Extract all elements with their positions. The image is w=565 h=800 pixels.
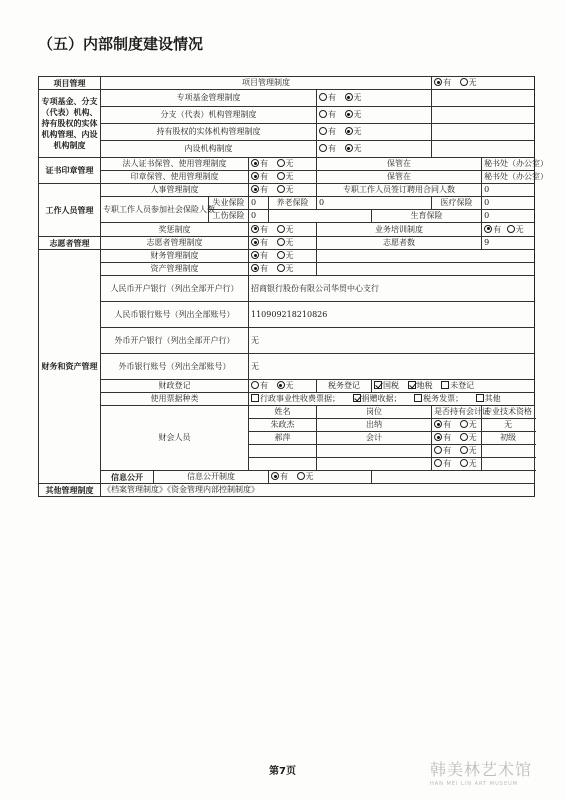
acc-name: 朱政杰 xyxy=(249,419,317,432)
item-info-system: 信息公开制度 xyxy=(154,471,269,484)
radio-yes[interactable]: 有 xyxy=(319,144,336,154)
ins-unemployment-label: 失业保险 xyxy=(209,197,249,210)
radio-no-icon xyxy=(277,251,285,259)
radio-no[interactable]: 无 xyxy=(460,420,477,430)
radio-yes[interactable]: 有 xyxy=(251,251,268,261)
radio-no[interactable]: 无 xyxy=(345,144,362,154)
item-hr-system: 人事管理制度 xyxy=(101,184,249,197)
radio-no-icon xyxy=(277,172,285,180)
item-volunteer-system: 志愿者管理制度 xyxy=(101,237,249,250)
radio-yes[interactable]: 有 xyxy=(251,264,268,274)
radio-yes[interactable]: 有 xyxy=(251,159,268,169)
acc-name xyxy=(249,458,317,471)
radio-yes-icon xyxy=(271,472,279,480)
internal-system-table xyxy=(38,76,549,497)
keeper-value: 秘书处（办公室） xyxy=(482,171,535,184)
item-project-system: 项目管理制度 xyxy=(101,77,432,90)
radio-yes-icon xyxy=(319,127,327,135)
item-branch-system: 分支（代表）机构管理制度 xyxy=(101,107,317,124)
radio-no-icon xyxy=(277,381,285,389)
radio-no[interactable]: 无 xyxy=(277,225,294,235)
radio-group-fund xyxy=(317,90,432,107)
radio-group-info xyxy=(269,471,372,484)
checkbox-empty-icon xyxy=(251,394,259,402)
rmb-bank-label: 人民币开户银行（列出全部开户行） xyxy=(101,276,249,302)
cat-special: 专项基金、分支（代表）机构、持有股权的实体机构管理、内设机构制度 xyxy=(39,90,101,158)
fx-bank-value: 无 xyxy=(249,328,535,354)
tax-registration-label: 税务登记 xyxy=(317,380,372,393)
radio-no-icon xyxy=(345,127,353,135)
radio-no-icon xyxy=(460,420,468,428)
radio-no[interactable]: 无 xyxy=(507,225,524,235)
radio-yes-icon xyxy=(251,238,259,246)
item-accountants: 财会人员 xyxy=(101,406,249,471)
rmb-bank-value: 招商银行股份有限公司华贸中心支行 xyxy=(249,276,535,302)
radio-group-fiscal xyxy=(249,380,317,393)
radio-yes[interactable]: 有 xyxy=(434,420,451,430)
radio-yes-icon xyxy=(484,225,492,233)
radio-yes-icon xyxy=(251,381,259,389)
volunteer-count-value: 9 xyxy=(482,237,535,250)
ins-maternity-value: 0 xyxy=(482,210,535,223)
acc-cert xyxy=(432,432,482,445)
fx-bank-label: 外币开户银行（列出全部开户行） xyxy=(101,328,249,354)
tax-options xyxy=(372,380,535,393)
radio-yes-icon xyxy=(251,159,259,167)
cat-project: 项目管理 xyxy=(39,77,101,90)
checkbox-checked-icon xyxy=(408,381,416,389)
radio-yes-icon xyxy=(251,185,259,193)
acc-header-post: 岗位 xyxy=(317,406,432,419)
radio-yes[interactable]: 有 xyxy=(319,110,336,120)
ins-injury-label: 工伤保险 xyxy=(209,210,249,223)
radio-group-internal xyxy=(317,141,432,158)
rmb-account-label: 人民币银行账号（列出全部账号） xyxy=(101,302,249,328)
radio-no-icon xyxy=(345,93,353,101)
ins-pension-label: 养老保险 xyxy=(269,197,317,210)
radio-no[interactable]: 无 xyxy=(277,251,294,261)
checkbox-national-tax[interactable]: 国税 xyxy=(374,381,399,391)
radio-group-asset xyxy=(249,263,317,276)
checkbox-empty-icon xyxy=(441,381,449,389)
checkbox-tax-invoice[interactable]: 税务发票； xyxy=(414,394,463,404)
radio-no-icon xyxy=(460,459,468,467)
checkbox-checked-icon xyxy=(353,394,361,402)
radio-yes-icon xyxy=(434,433,442,441)
radio-yes[interactable]: 有 xyxy=(271,472,288,482)
cat-seal: 证书印章管理 xyxy=(39,158,101,184)
insurance-label: 专职工作人员参加社会保险人数 xyxy=(101,197,209,223)
acc-header-qual: 专业技术资格 xyxy=(482,406,535,419)
cat-staff: 工作人员管理 xyxy=(39,184,101,237)
radio-no-icon xyxy=(460,78,468,86)
item-receipt-types: 使用票据种类 xyxy=(101,393,249,406)
contract-value: 0 xyxy=(482,184,535,197)
ins-medical-value: 0 xyxy=(482,197,535,210)
rmb-account-value: 110909218210826 xyxy=(249,302,535,328)
checkbox-admin-fee-receipt[interactable]: 行政事业性收费票据； xyxy=(251,394,340,404)
acc-name xyxy=(249,445,317,458)
radio-no[interactable]: 无 xyxy=(277,264,294,274)
keeper-label: 保管在 xyxy=(317,158,482,171)
radio-no-icon xyxy=(345,110,353,118)
radio-yes-icon xyxy=(434,78,442,86)
acc-header-cert: 是否持有会计证 xyxy=(432,406,482,419)
acc-qual xyxy=(482,458,535,471)
ins-unemployment-value: 0 xyxy=(249,197,269,210)
radio-no[interactable]: 无 xyxy=(345,93,362,103)
receipt-options xyxy=(249,393,535,406)
acc-name: 郝萍 xyxy=(249,432,317,445)
item-internal-system: 内设机构制度 xyxy=(101,141,317,158)
item-cert-system: 法人证书保管、使用管理制度 xyxy=(101,158,249,171)
radio-yes[interactable]: 有 xyxy=(434,459,451,469)
radio-yes[interactable]: 有 xyxy=(319,93,336,103)
page-number: 第7页 xyxy=(269,766,296,777)
volunteer-count-label: 志愿者数 xyxy=(317,237,482,250)
watermark xyxy=(430,757,555,787)
checkbox-checked-icon xyxy=(374,381,382,389)
checkbox-other-receipt[interactable]: 其他 xyxy=(476,394,501,404)
radio-group-cert xyxy=(249,158,317,171)
fx-account-label: 外币银行账号（列出全部账号） xyxy=(101,354,249,380)
radio-yes[interactable]: 有 xyxy=(434,446,451,456)
radio-yes[interactable]: 有 xyxy=(319,127,336,137)
radio-yes-icon xyxy=(434,446,442,454)
radio-yes-icon xyxy=(319,110,327,118)
item-equity-system: 持有股权的实体机构管理制度 xyxy=(101,124,317,141)
acc-cert xyxy=(432,445,482,458)
item-training-system: 业务培训制度 xyxy=(317,223,482,237)
radio-group-equity xyxy=(317,124,432,141)
section-title: （五）内部制度建设情况 xyxy=(38,35,204,53)
checkbox-unregistered[interactable]: 未登记 xyxy=(441,381,474,391)
radio-yes[interactable]: 有 xyxy=(484,225,501,235)
acc-post: 会计 xyxy=(317,432,432,445)
radio-no-icon xyxy=(277,238,285,246)
radio-group-volunteer xyxy=(249,237,317,250)
fx-account-value: 无 xyxy=(249,354,535,380)
radio-no[interactable]: 无 xyxy=(297,472,314,482)
radio-yes-icon xyxy=(319,93,327,101)
item-fiscal-registration: 财政登记 xyxy=(101,380,249,393)
item-seal-system: 印章保管、使用管理制度 xyxy=(101,171,249,184)
acc-qual: 初级 xyxy=(482,432,535,445)
acc-header-name: 姓名 xyxy=(249,406,317,419)
checkbox-empty-icon xyxy=(476,394,484,402)
radio-no-icon xyxy=(277,264,285,272)
radio-yes-icon xyxy=(251,264,259,272)
acc-post xyxy=(317,458,432,471)
keeper-value: 秘书处（办公室） xyxy=(482,158,535,171)
radio-no-icon xyxy=(277,159,285,167)
radio-no[interactable]: 无 xyxy=(345,127,362,137)
checkbox-local-tax[interactable]: 地税 xyxy=(408,381,433,391)
radio-yes[interactable]: 有 xyxy=(251,381,268,391)
radio-group-hr xyxy=(249,184,317,197)
acc-post: 出纳 xyxy=(317,419,432,432)
radio-yes[interactable]: 有 xyxy=(251,238,268,248)
radio-yes[interactable]: 有 xyxy=(251,225,268,235)
radio-yes-icon xyxy=(319,144,327,152)
radio-yes-icon xyxy=(251,172,259,180)
radio-no-icon xyxy=(277,225,285,233)
radio-no-icon xyxy=(507,225,515,233)
cat-info: 信息公开 xyxy=(101,471,154,484)
watermark-cn: 韩美林艺术馆 xyxy=(430,760,533,779)
radio-no[interactable]: 无 xyxy=(277,185,294,195)
radio-group-reward xyxy=(249,223,317,237)
radio-no-icon xyxy=(297,472,305,480)
ins-maternity-label: 生育保险 xyxy=(372,210,482,223)
checkbox-empty-icon xyxy=(414,394,422,402)
radio-no-icon xyxy=(345,144,353,152)
radio-no[interactable]: 无 xyxy=(460,446,477,456)
item-fund-system: 专项基金管理制度 xyxy=(101,90,317,107)
ins-injury-value: 0 xyxy=(249,210,269,223)
radio-group-finance xyxy=(249,250,317,263)
radio-group-training xyxy=(482,223,535,237)
radio-no[interactable]: 无 xyxy=(460,78,477,88)
radio-yes[interactable]: 有 xyxy=(434,78,451,88)
radio-no-icon xyxy=(277,185,285,193)
radio-no[interactable]: 无 xyxy=(277,238,294,248)
contract-label: 专职工作人员签订聘用合同人数 xyxy=(317,184,482,197)
item-reward-system: 奖惩制度 xyxy=(101,223,249,237)
cat-other: 其他管理制度 xyxy=(39,484,101,497)
cat-finance: 财务和资产管理 xyxy=(39,250,101,484)
radio-yes[interactable]: 有 xyxy=(434,433,451,443)
radio-no-icon xyxy=(460,446,468,454)
other-systems-value: 《档案管理制度》《资金管理内部控制制度》 xyxy=(101,484,535,497)
acc-cert xyxy=(432,419,482,432)
acc-cert xyxy=(432,458,482,471)
acc-qual xyxy=(482,445,535,458)
radio-yes-icon xyxy=(434,420,442,428)
ins-medical-label: 医疗保险 xyxy=(432,197,482,210)
radio-no[interactable]: 无 xyxy=(277,381,294,391)
radio-no[interactable]: 无 xyxy=(277,172,294,182)
item-finance-system: 财务管理制度 xyxy=(101,250,249,263)
radio-no[interactable]: 无 xyxy=(460,459,477,469)
radio-yes[interactable]: 有 xyxy=(251,185,268,195)
acc-qual: 无 xyxy=(482,419,535,432)
radio-group-branch xyxy=(317,107,432,124)
radio-group-project xyxy=(432,77,535,90)
item-asset-system: 资产管理制度 xyxy=(101,263,249,276)
radio-yes-icon xyxy=(434,459,442,467)
radio-no-icon xyxy=(460,433,468,441)
cat-volunteer: 志愿者管理 xyxy=(39,237,101,250)
radio-no[interactable]: 无 xyxy=(345,110,362,120)
watermark-en: HAN MEI LIN ART MUSEUM xyxy=(430,781,519,787)
acc-post xyxy=(317,445,432,458)
ins-pension-value: 0 xyxy=(317,197,432,210)
keeper-label: 保管在 xyxy=(317,171,482,184)
radio-no[interactable]: 无 xyxy=(460,433,477,443)
radio-group-seal xyxy=(249,171,317,184)
radio-no[interactable]: 无 xyxy=(277,159,294,169)
checkbox-donation-receipt[interactable]: 捐赠收据； xyxy=(353,394,402,404)
radio-yes-icon xyxy=(251,225,259,233)
radio-yes-icon xyxy=(251,251,259,259)
radio-yes[interactable]: 有 xyxy=(251,172,268,182)
